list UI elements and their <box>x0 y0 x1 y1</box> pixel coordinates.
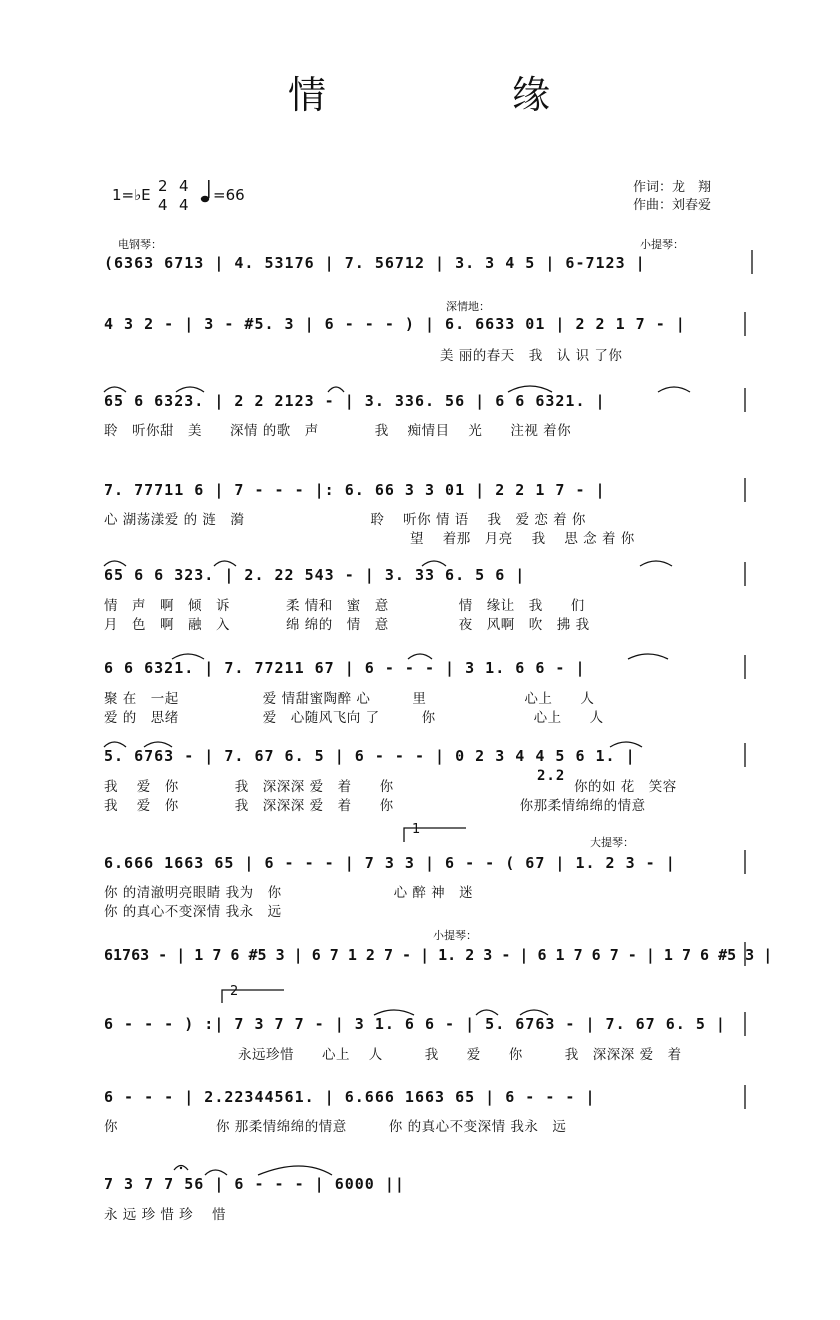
lyric-line-6a: 聚 在 一起 爱 情甜蜜陶醉 心 里 心上 人 <box>104 691 595 707</box>
score-line-5: 65 6 6 323. | 2. 22 543 - | 3. 33 6. 5 6 | <box>104 566 526 584</box>
volta-2: 2 <box>230 984 239 999</box>
lyric-line-3: 聆 听你甜 美 深情 的歌 声 我 痴情目 光 注视 着你 <box>104 423 572 439</box>
lyric-line-7-tail: 你的如 花 笑容 <box>574 779 677 795</box>
lyric-line-10: 永远珍惜 心上 人 我 爱 你 我 深深深 爱 着 <box>238 1047 682 1063</box>
lyric-line-2: 美 丽的春天 我 认 识 了你 <box>440 348 623 364</box>
score-line-4: 7. 77711 6 | 7 - - - |: 6. 66 3 3 01 | 2 2 1 7 - | <box>104 481 606 499</box>
score-line-12: 7 3 7 7 56 | 6 - - - | 6000 || <box>104 1175 405 1193</box>
title-char-left: 情 <box>288 73 327 117</box>
annotation-violin: 小提琴： <box>640 238 684 251</box>
time-sig-2-4-bottom: 4 <box>158 196 168 214</box>
annotation-cello: 大提琴： <box>590 836 634 849</box>
lyric-line-7-number: 2.2 <box>537 768 566 784</box>
lyric-line-8a: 你 的清澈明亮眼睛 我为 你 心 醉 神 迷 <box>104 885 474 901</box>
key-signature: 1=♭E <box>112 186 151 204</box>
lyric-line-8b: 你 的真心不变深情 我永 远 <box>104 904 282 920</box>
time-sig-4-4-top: 4 <box>179 177 189 195</box>
annotation-affectionate: 深情地： <box>446 300 490 313</box>
score-line-3: 65 6 6323. | 2 2 2123 - | 3. 336. 56 | 6 6 6321. | <box>104 392 606 410</box>
score-line-11: 6 - - - | 2.22344561. | 6.666 1663 65 | 6 - - - | <box>104 1088 596 1106</box>
lyric-line-4a: 心 湖荡漾爱 的 涟 漪 聆 听你 情 语 我 爱 恋 着 你 <box>104 512 586 528</box>
score-line-2: 4 3 2 - | 3 - #5. 3 | 6 - - - ) | 6. 6633 01 | 2 2 1 7 - | <box>104 315 686 333</box>
lyric-line-12: 永 远 珍 惜 珍 惜 <box>104 1207 226 1223</box>
volta-1: 1 <box>412 822 421 837</box>
score-line-1: (6363 6713 | 4. 53176 | 7. 56712 | 3. 3 4 5 | 6-7123 | <box>104 254 646 272</box>
quarter-note-icon <box>200 178 212 204</box>
time-sig-4-4-bottom: 4 <box>179 196 189 214</box>
lyricist: 作词：龙 翔 <box>633 180 712 195</box>
lyric-line-7a: 我 爱 你 我 深深深 爱 着 你 <box>104 779 394 795</box>
annotation-electric-piano: 电钢琴： <box>118 238 162 251</box>
composer: 作曲：刘春爱 <box>633 198 712 213</box>
lyric-line-11: 你 你 那柔情绵绵的情意 你 的真心不变深情 我永 远 <box>104 1119 567 1135</box>
tempo: =66 <box>213 186 245 204</box>
lyric-line-5b: 月 色 啊 融 入 绵 绵的 情 意 夜 风啊 吹 拂 我 <box>104 617 590 633</box>
lyric-line-4b: 望 着那 月亮 我 思 念 着 你 <box>410 531 635 547</box>
score-line-8: 6.666 1663 65 | 6 - - - | 7 3 3 | 6 - - ( 67 | 1. 2 3 - | <box>104 854 676 872</box>
lyric-line-5a: 情 声 啊 倾 诉 柔 情和 蜜 意 情 缘让 我 们 <box>104 598 585 614</box>
title-char-right: 缘 <box>512 73 551 117</box>
lyric-line-6b: 爱 的 思绪 爱 心随风飞向 了 你 心上 人 <box>104 710 604 726</box>
score-line-10: 6 - - - ) :| 7 3 7 7 - | 3 1. 6 6 - | 5. 6763 - | 7. 67 6. 5 | <box>104 1015 726 1033</box>
score-line-9: 61763 - | 1 7 6 #5 3 | 6 7 1 2 7 - | 1. 2 3 - | 6 1 7 6 7 - | 1 7 6 #5 3 | <box>104 946 773 964</box>
lyric-line-7b: 我 爱 你 我 深深深 爱 着 你 你那柔情绵绵的情意 <box>104 798 646 814</box>
time-sig-2-4-top: 2 <box>158 177 168 195</box>
annotation-violin-2: 小提琴： <box>433 929 477 942</box>
score-line-6: 6 6 6321. | 7. 77211 67 | 6 - - - | 3 1. 6 6 - | <box>104 659 586 677</box>
score-line-7: 5. 6763 - | 7. 67 6. 5 | 6 - - - | 0 2 3 4 4 5 6 1. | <box>104 747 636 765</box>
